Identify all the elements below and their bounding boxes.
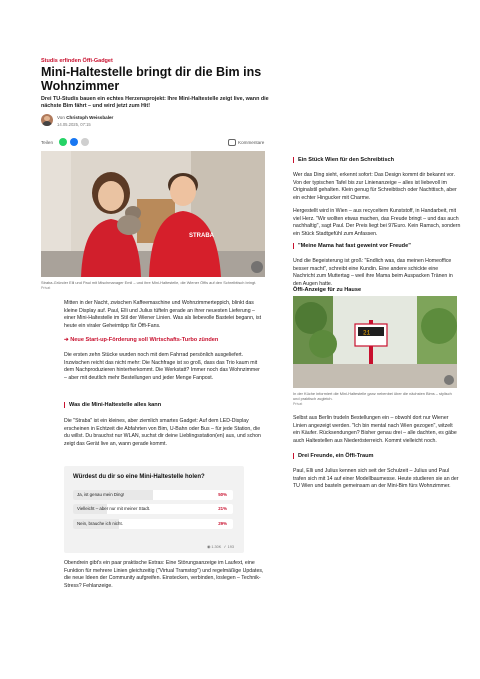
- subheading-home-display: Öffi-Anzeige für zu Hause: [293, 287, 362, 293]
- poll-option-percent: 50%: [218, 492, 227, 497]
- poll-option-label: Ja, ist genau mein Ding!: [77, 492, 125, 497]
- subheading-friends: Drei Freunde, ein Öffi-Traum: [293, 453, 466, 459]
- poll-option-percent: 21%: [218, 506, 227, 511]
- subheading-mama: "Meine Mama hat fast geweint vor Freude": [293, 243, 466, 249]
- poll-widget: [64, 466, 244, 553]
- author-avatar[interactable]: [41, 114, 53, 126]
- more-share-icon[interactable]: [81, 138, 89, 146]
- votes-icon: ◉: [206, 545, 211, 549]
- comments-icon[interactable]: [228, 139, 236, 146]
- poll-option-label: Vielleicht – aber nur mit meiner Stadt.: [77, 506, 151, 511]
- whatsapp-icon[interactable]: [59, 138, 67, 146]
- poll-option-percent: 29%: [218, 521, 227, 526]
- kitchen-illustration: [293, 296, 457, 388]
- poll-meta: [207, 544, 234, 549]
- article-date: 14.05.2025, 07:15: [57, 122, 91, 127]
- paragraph-berlin: Selbst aus Berlin trudeln Bestellungen ein – obwohl dort nur Wiener Linien angezeigt werden. "Ich bin mental nach Wien gezogen", witzelt ein Käufer. Rücksendungen? Bisher genau drei – alle dachten, es gäbe auch Haltestellen aus Niederösterreich. Kommt vielleicht noch.: [293, 415, 457, 444]
- author-prefix: Von: [57, 115, 65, 120]
- hero-image: [41, 151, 265, 277]
- hero-caption-text: Straba-Gründer Elli und Paul mit Mischmanager Emil – und ihre Mini-Haltestelle, die Wiener Öffis auf den Schreibtisch bringt.: [41, 280, 257, 285]
- tram-display: 21: [363, 329, 371, 337]
- article-lead: Drei TU-Studis bauen ein echtes Herzensprojekt: Ihre Mini-Haltestelle zeigt live, wann die nächste Bim fährt – und wird jetzt zum Hit!: [41, 96, 269, 109]
- related-link-text[interactable]: Neue Start-up-Förderung soll Wirtschafts-Turbo zünden: [70, 337, 219, 343]
- kitchen-caption-text: In der Küche informiert die Mini-Haltestelle ganz nebenbei über die nächsten Bims – stylisch und praktisch zugleich.: [293, 391, 452, 401]
- article-title: Mini-Haltestelle bringt dir die Bim ins Wohnzimmer: [41, 65, 262, 93]
- paragraph-made-in-vienna: Hergestellt wird in Wien – aus recyceltem Kunststoff, in Handarbeit, mit viel Herz. "Wir wollten etwas machen, das Freude bringt – und das auch nachhaltig", sagt Paul. Der Preis liegt bei 97Euro. Kein Ramsch, sondern ein Stück Stadtgefühl zum Anfassen.: [293, 208, 461, 237]
- check-icon: ✓: [223, 545, 227, 549]
- kitchen-image: [293, 296, 457, 388]
- poll-option[interactable]: [73, 490, 233, 500]
- poll-option[interactable]: [73, 519, 233, 529]
- hero-credit: Privat: [41, 286, 51, 290]
- paragraph-1: Mitten in der Nacht, zwischen Kaffeemaschine und Wohnzimmerteppich, blinkt das kleine Display auf. Paul, Elli und Julius tüfteln gerade an ihrer neuesten Lieferung – einer Mini-Haltestelle im Stil der Wiener Linien. Was als liebevolle Bastelei begann, ist heute ein viraler Geheimtipp für Öffi-Fans.: [64, 300, 262, 329]
- paragraph-desk: Wer das Ding sieht, erkennt sofort: Das Design kommt dir bekannt vor. Von der typischen Tafel bis zur Linienanzeige – alles ist liebevoll im Originalstil gehalten. Klein genug für Schreibtisch oder Nachttisch, aber ein echter Hingucker mit Charme.: [293, 172, 457, 201]
- hero-caption: [41, 280, 265, 291]
- subheading-desk: Ein Stück Wien für den Schreibtisch: [293, 157, 466, 163]
- paragraph-4: Obendrein gibt's ein paar praktische Extras: Eine Störungsanzeige im Laufext, eine Funktion für mehrere Linien gleichzeitig ("Virtual Tramstop") und regelmäßige Updates, die neue Ideen der Community aufgreifen. Einstecken, verbinden, loslegen – Technik-Stress? Fehlanzeige.: [64, 560, 264, 589]
- author-name-link[interactable]: Christoph Weissbaler: [66, 115, 114, 120]
- paragraph-2: Die ersten zehn Stücke wurden noch mit dem Fahrrad persönlich ausgeliefert. Inzwischen reicht das nicht mehr: Die Nachfrage ist so groß, dass das Trio kaum mit dem Nachproduzieren hinterherkommt. Die Werkstatt? Immer noch das Wohnzimmer – aber mit deutlich mehr Bestellungen und jeder Menge Fanpost.: [64, 352, 260, 381]
- facebook-icon[interactable]: [70, 138, 78, 146]
- kitchen-credit: Privat: [293, 402, 303, 406]
- poll-votes: 1.30K: [211, 545, 222, 549]
- article-kicker: Studis erfinden Öffi-Gadget: [41, 58, 113, 64]
- share-label: Teilen: [41, 140, 54, 145]
- paragraph-enthusiasm: Und die Begeisterung ist groß: "Endlich was, das meinen Homeoffice besser macht", schreibt eine Kundin. Eine andere schickte eine Nachricht zum Muttertag – weil ihre Mama beim Auspacken Tränen in den Augen hatte.: [293, 258, 453, 287]
- hero-illustration: [41, 151, 265, 277]
- comments-link[interactable]: Kommentare: [238, 140, 265, 145]
- kitchen-caption: [293, 391, 457, 407]
- poll-option[interactable]: [73, 504, 233, 514]
- poll-question: Würdest du dir so eine Mini-Haltestelle holen?: [73, 474, 205, 480]
- poll-option-label: Nein, brauche ich nicht.: [77, 521, 123, 526]
- shirt-logo: STRABA: [189, 233, 214, 239]
- paragraph-3: Die "Straba" ist ein kleines, aber ziemlich smartes Gadget: Auf dem LED-Display erscheinen in Echtzeit die Abfahrten von Bim, U-Bahn oder Bus – für jede Station, die du willst. Du brauchst nur WLAN, suchst dir deine Lieblingsstation(en) aus, und schon zeigt das Gerät live an, wann gerade kommt.: [64, 418, 261, 447]
- arrow-icon: ➔: [64, 337, 69, 343]
- paragraph-friends: Paul, Elli und Julius kennen sich seit der Schulzeit – Julius und Paul trafen sich mit 14 auf einer Modellbaumesse. Heute studieren sie an der TU Wien und basteln gemeinsam an der Mini-Bim fürs Wohnzimmer.: [293, 468, 459, 490]
- author-byline: [57, 115, 113, 120]
- subheading-features: Was die Mini-Haltestelle alles kann: [64, 402, 269, 408]
- related-link[interactable]: [64, 337, 264, 343]
- poll-comments: 193: [227, 545, 234, 549]
